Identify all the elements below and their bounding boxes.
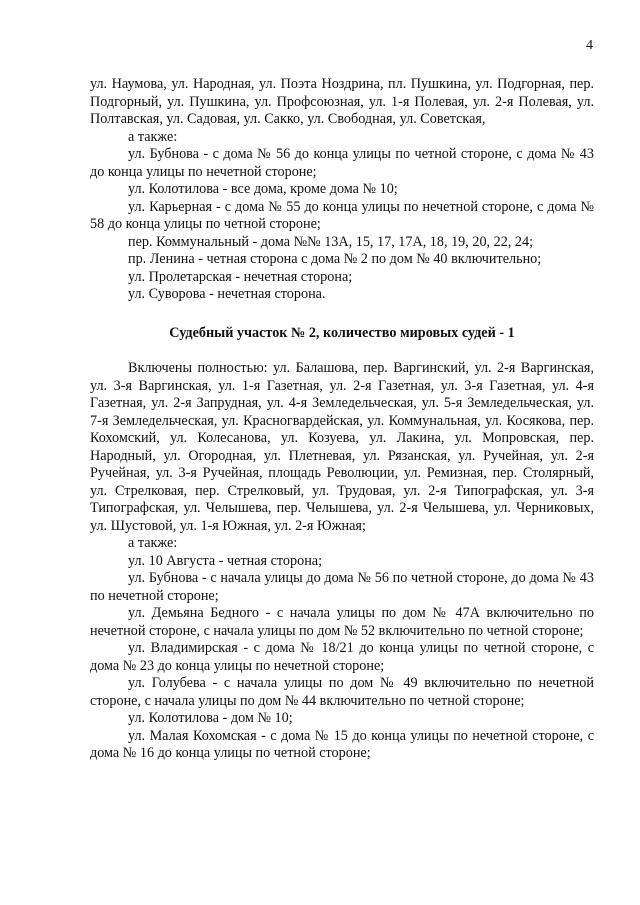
paragraph-item: ул. Пролетарская - нечетная сторона;: [128, 268, 353, 285]
paragraph-item: ул. Карьерная - с дома № 55 до конца улицы по нечетной стороне, с дома № 58 до конца улицы по четной стороне;: [90, 198, 594, 232]
paragraph-item: ул. Бубнова - с начала улицы до дома № 56 по четной стороне, до дома № 43 по нечетной стороне;: [90, 570, 594, 604]
paragraph-item: пер. Коммунальный - дома №№ 13А, 15, 17, 17А, 18, 19, 20, 22, 24;: [128, 233, 534, 250]
paragraph-item: ул. Демьяна Бедного - с начала улицы по дом № 47А включительно по нечетной стороне, с начала улицы по дом № 52 включительно по четной стороне;: [90, 605, 594, 639]
page-number: 4: [586, 38, 593, 53]
paragraph-also: а также:: [128, 128, 178, 145]
paragraph-included-fully: Включены полностью: ул. Балашова, пер. Варгинский, ул. 2-я Варгинская, ул. 3-я Варгинская, ул. 1-я Газетная, ул. 2-я Газетная, ул. 3-я Газетная, ул. 4-я Газетная, ул. 2-я Запрудная, ул. 4-я Земледельческая, ул. 5-я Земледельческая, ул. 7-я Земледельческая, ул. Красногвардейская, ул. Коммунальная, ул. Косякова, пер. Кохомский, ул. Колесанова, ул. Козуева, ул. Лакина, ул. Мопровская, пер. Народный, ул. Огородная, ул. Плетневая, ул. Рязанская, ул. Ручейная, ул. 2-я Ручейная, ул. 3-я Ручейная, площадь Революции, ул. Ремизная, пер. Столярный, ул. Стрелковая, пер. Стрелковый, ул. Трудовая, ул. 2-я Типографская, ул. 3-я Типографская, ул. Челышева, пер. Челышева, ул. 2-я Челышева, ул. Черниковых, ул. Шустовой, ул. 1-я Южная, ул. 2-я Южная;: [90, 360, 594, 534]
document-body: [90, 76, 594, 763]
paragraph-also: а также:: [128, 535, 178, 551]
paragraph-item: ул. Малая Кохомская - с дома № 15 до конца улицы по нечетной стороне, с дома № 16 до конца улицы по четной стороне;: [90, 727, 594, 761]
paragraph-street-list: ул. Наумова, ул. Народная, ул. Поэта Ноздрина, пл. Пушкина, ул. Подгорная, пер. Подгорный, ул. Пушкина, ул. Профсоюзная, ул. 1-я Полевая, ул. 2-я Полевая, ул. Полтавская, ул. Садовая, ул. Сакко, ул. Свободная, ул. Советская,: [90, 76, 594, 127]
paragraph-item: пр. Ленина - четная сторона с дома № 2 по дом № 40 включительно;: [128, 251, 542, 267]
section-heading: Судебный участок № 2, количество мировых судей - 1: [169, 324, 515, 341]
paragraph-item: ул. Колотилова - дом № 10;: [128, 710, 293, 726]
paragraph-item: ул. Суворова - нечетная сторона.: [128, 286, 326, 302]
paragraph-item: ул. Владимирская - с дома № 18/21 до конца улицы по четной стороне, с дома № 23 до конца улицы по нечетной стороне;: [90, 640, 594, 674]
paragraph-item: ул. Колотилова - все дома, кроме дома № 10;: [128, 181, 398, 197]
paragraph-item: ул. 10 Августа - четная сторона;: [128, 552, 323, 569]
paragraph-item: ул. Бубнова - с дома № 56 до конца улицы по четной стороне, с дома № 43 до конца улицы по нечетной стороне;: [90, 146, 594, 180]
paragraph-item: ул. Голубева - с начала улицы по дом № 49 включительно по нечетной стороне, с начала улицы по дом № 44 включительно по четной стороне;: [90, 675, 594, 709]
